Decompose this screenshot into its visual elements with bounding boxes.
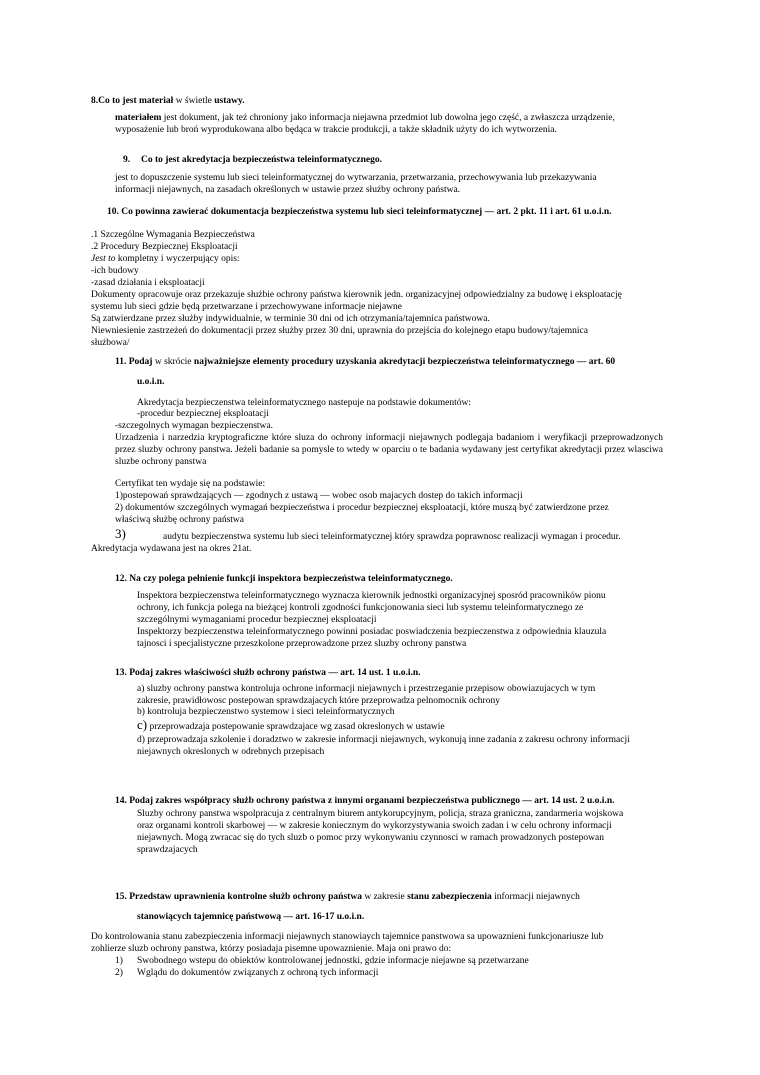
q8-heading	[91, 95, 245, 107]
q14-line-3: sprawdzajacych	[137, 845, 198, 855]
q15-intro1: Do kontrolowania stanu zabezpieczenia informacji niejawnych stanowiaych tajemnice panstwowa sa upowaznieni funkcjonariusze lub	[91, 932, 604, 942]
q10-line-2	[91, 253, 240, 265]
q11-title-c: najważniejsze elementy procedury uzyskania akredytacji bezpieczeństwa teleinformatycznego — art. 60	[193, 357, 616, 367]
q14-line-2: niejawnych. Mogą zwracac się do tych sluzb o pomoc przy wykonywaniu czynnosci w ramach prowadzonych postepowan	[137, 833, 604, 843]
q11-validity: Akredytacja wydawana jest na okres 21at.	[91, 544, 252, 554]
q15-item-2: Wglądu do dokumentów związanych z ochroną tych informacji	[137, 968, 379, 978]
q9-line2: informacji niejawnych, na zasadach określonych w ustawie przez służby ochrony państwa.	[115, 185, 461, 195]
q11-title-b: w skrócie	[152, 357, 194, 367]
q11-cert-3: audytu bezpieczenstwa systemu lub sieci teleinformatycznej który sprawdza poprawnosc realizacji wymagan i procedur.	[163, 532, 621, 542]
q10-jest-to: Jest to	[91, 254, 116, 264]
q10-title: 10. Co powinna zawierać dokumentacja bezpieczeństwa systemu lub sieci teleinformatycznej — art. 2 pkt. 11 i art. 61 u.o.i.n.	[107, 207, 612, 217]
q15-item-1-number: 1)	[115, 956, 123, 966]
q11-line-b: -szczegolnych wymagan bezpieczenstwa.	[115, 421, 273, 431]
q11-line-a0: Akredytacja bezpieczenstwa teleinformatycznego nastepuje na podstawie dokumentów:	[137, 398, 471, 408]
q13-item-a1: a) sluzby ochrony panstwa kontroluja ochrone informacji niejawnych i przestrzeganie przepisow obowiazujacych w tym	[137, 684, 596, 694]
q15-item-2-number: 2)	[115, 968, 123, 978]
q12-line-2: szczególnymi wymaganiami procedur bezpiecznej eksploatacji	[137, 615, 377, 625]
q8-term: materiałem	[115, 113, 162, 123]
q13-item-b: b) kontroluja bezpieczenstwo systemow i sieci teleinformatycznych	[137, 707, 395, 717]
q10-line-3: -ich budowy	[91, 266, 139, 276]
q15-title-e: stanowiących tajemnicę państwową — art. 16-17 u.o.i.n.	[137, 912, 365, 922]
q15-intro2: zohlierze sluzb ochrony panstwa, którzy posiadaja pisemne upowaznienie. Maja oni prawo do:	[91, 944, 452, 954]
q10-line-8: Niewniesienie zastrzeżeń do dokumentacji przez służby przez 30 dni, uprawnia do przejścia do kolejnego etapu budowy/tajemnica	[91, 326, 588, 336]
q10-line-2-text: kompletny i wyczerpujący opis:	[117, 254, 240, 264]
q15-heading	[115, 891, 580, 903]
q11-paragraph: Urzadzenia i narzedzia kryptograficzne które sluza do ochrony informacji niejawnych podlegaja badaniom i weryfikacji przeprowadzonych przez sluzby ochrony panstwa. Jeżeli badanie sa pomysle to wtedy w oparciu o te badania wydawany jest certyfikat akredytacji przez wlasciwa sluzbe ochrony panstwa	[115, 433, 663, 467]
q10-line-5: Dokumenty opracowuje oraz przekazuje służbie ochrony państwa kierownik jedn. organizacyjnej odpowiedzialny za budowę i eksploatację	[91, 290, 622, 300]
q13-item-c-text: przeprowadzaja postepowanie sprawdzajace wg zasad okreslonych w ustawie	[147, 722, 445, 732]
q11-cert-1: 1)postepowań sprawdzających — zgodnych z ustawą — wobec osob majacych dostep do takich informacji	[115, 491, 523, 501]
q10-line-9: służbowa/	[91, 338, 130, 348]
q9-number: 9.	[123, 155, 131, 165]
q13-title: 13. Podaj zakres właściwości służb ochrony państwa — art. 14 ust. 1 u.o.i.n.	[115, 668, 421, 678]
q10-line-0: .1 Szczególne Wymagania Bezpieczeństwa	[91, 230, 255, 240]
q12-line-1: ochrony, ich funkcja polega na bieżącej kontroli zgodności funkcjonowania sieci lub systemu teleinformatycznego ze	[137, 603, 584, 613]
q8-title-c: ustawy.	[214, 96, 245, 106]
q13-item-d2: niejawnych okreslonych w odrebnych przepisach	[137, 747, 325, 757]
q9-title: Co to jest akredytacja bezpieczeństwa teleinformatycznego.	[141, 155, 382, 165]
q13-item-a2: zakresie, prawidłowosc postepowan sprawdzajacych które przeprowadza pelnomocnik ochrony	[137, 696, 500, 706]
q14-line-1: oraz organami kontroli skarbowej — w zakresie koniecznym do wykorzystywania swoich zadan i w celu ochrony informacji	[137, 821, 612, 831]
q10-line-6: systemu lub sieci gdzie będą przetwarzane i przechowywane informacje niejawne	[91, 302, 402, 312]
q11-title-d: u.o.i.n.	[137, 377, 165, 387]
q11-title-a: 11. Podaj	[115, 357, 153, 367]
q15-title-c: stanu zabezpieczenia	[407, 892, 492, 902]
q11-cert-intro: Certyfikat ten wydaje się na podstawie:	[115, 479, 266, 489]
q9-line1: jest to dopuszczenie systemu lub sieci teleinformatycznej do wytwarzania, przetwarzania, przechowywania lub przekazywania	[115, 173, 597, 183]
q11-cert-3-number: 3)	[115, 526, 126, 541]
q12-title: 12. Na czy polega pełnienie funkcji inspektora bezpieczeństwa teleinformatycznego.	[115, 574, 453, 584]
q8-title-b: w świetle	[173, 96, 215, 106]
q12-line-4: tajnosci i specjalistyczne przeszkolone przeprowadzone przez sluzby ochrony panstwa	[137, 639, 467, 649]
q11-line-a1: -procedur bezpiecznej eksploatacji	[137, 409, 269, 419]
q8-line2: wyposażenie lub broń wyprodukowana albo będąca w trakcie produkcji, a także składnik użyty do ich wytworzenia.	[115, 125, 557, 135]
q15-title-a: 15. Przedstaw uprawnienia kontrolne służb ochrony państwa	[115, 892, 362, 902]
q13-item-c	[137, 719, 445, 733]
q13-item-c-mark: c)	[137, 717, 148, 732]
q10-line-1: .2 Procedury Bezpiecznej Eksploatacji	[91, 242, 238, 252]
q14-line-0: Sluzby ochrony panstwa wspolpracuja z centralnym biurem antykorupcyjnym, policja, straza graniczna, zandarmeria wojskowa	[137, 809, 624, 819]
q15-title-b: w zakresie	[361, 892, 408, 902]
q14-title: 14. Podaj zakres współpracy służb ochrony państwa z innymi organami bezpieczeństwa publicznego — art. 14 ust. 2 u.o.i.n.	[115, 796, 615, 806]
q15-title-d: informacji niejawnych	[491, 892, 580, 902]
q13-item-d1: d) przeprowadzaja szkolenie i doradztwo w zakresie informacji niejawnych, wykonują inne zadania z zakresu ochrony informacji	[137, 735, 630, 745]
q12-line-3: Inspektorzy bezpieczenstwa teleinformatycznego powinni posiadac poswiadczenia bezpieczenstwa z odpowiednia klauzula	[137, 627, 607, 637]
q12-line-0: Inspektora bezpieczenstwa teleinformatycznego wyznacza kierownik jednostki organizacyjnej sposród pracowników pionu	[137, 591, 606, 601]
q10-line-7: Są zatwierdzane przez służby indywidualnie, w terminie 30 dni od ich otrzymania/tajemnica państwowa.	[91, 314, 490, 324]
q8-line1-text: jest dokument, jak też chroniony jako informacja niejawna przedmiot lub dowolna jego część, a zwłaszcza urządzenie,	[161, 113, 615, 123]
q11-cert-2a: 2) dokumentów szczególnych wymagań bezpieczeństwa i procedur bezpiecznej eksploatacji, które muszą być zatwierdzone przez	[115, 503, 609, 513]
q10-line-4: -zasad działania i eksploatacji	[91, 278, 205, 288]
q8-line1	[115, 112, 615, 124]
q8-title-a: 8.Co to jest materiał	[91, 96, 174, 106]
q11-cert-2b: właściwą służbę ochrony państwa	[115, 515, 245, 525]
q11-heading	[115, 356, 615, 368]
q15-item-1: Swobodnego wstepu do obiektów kontrolowanej jednostki, gdzie informacje niejawne są przetwarzane	[137, 956, 529, 966]
